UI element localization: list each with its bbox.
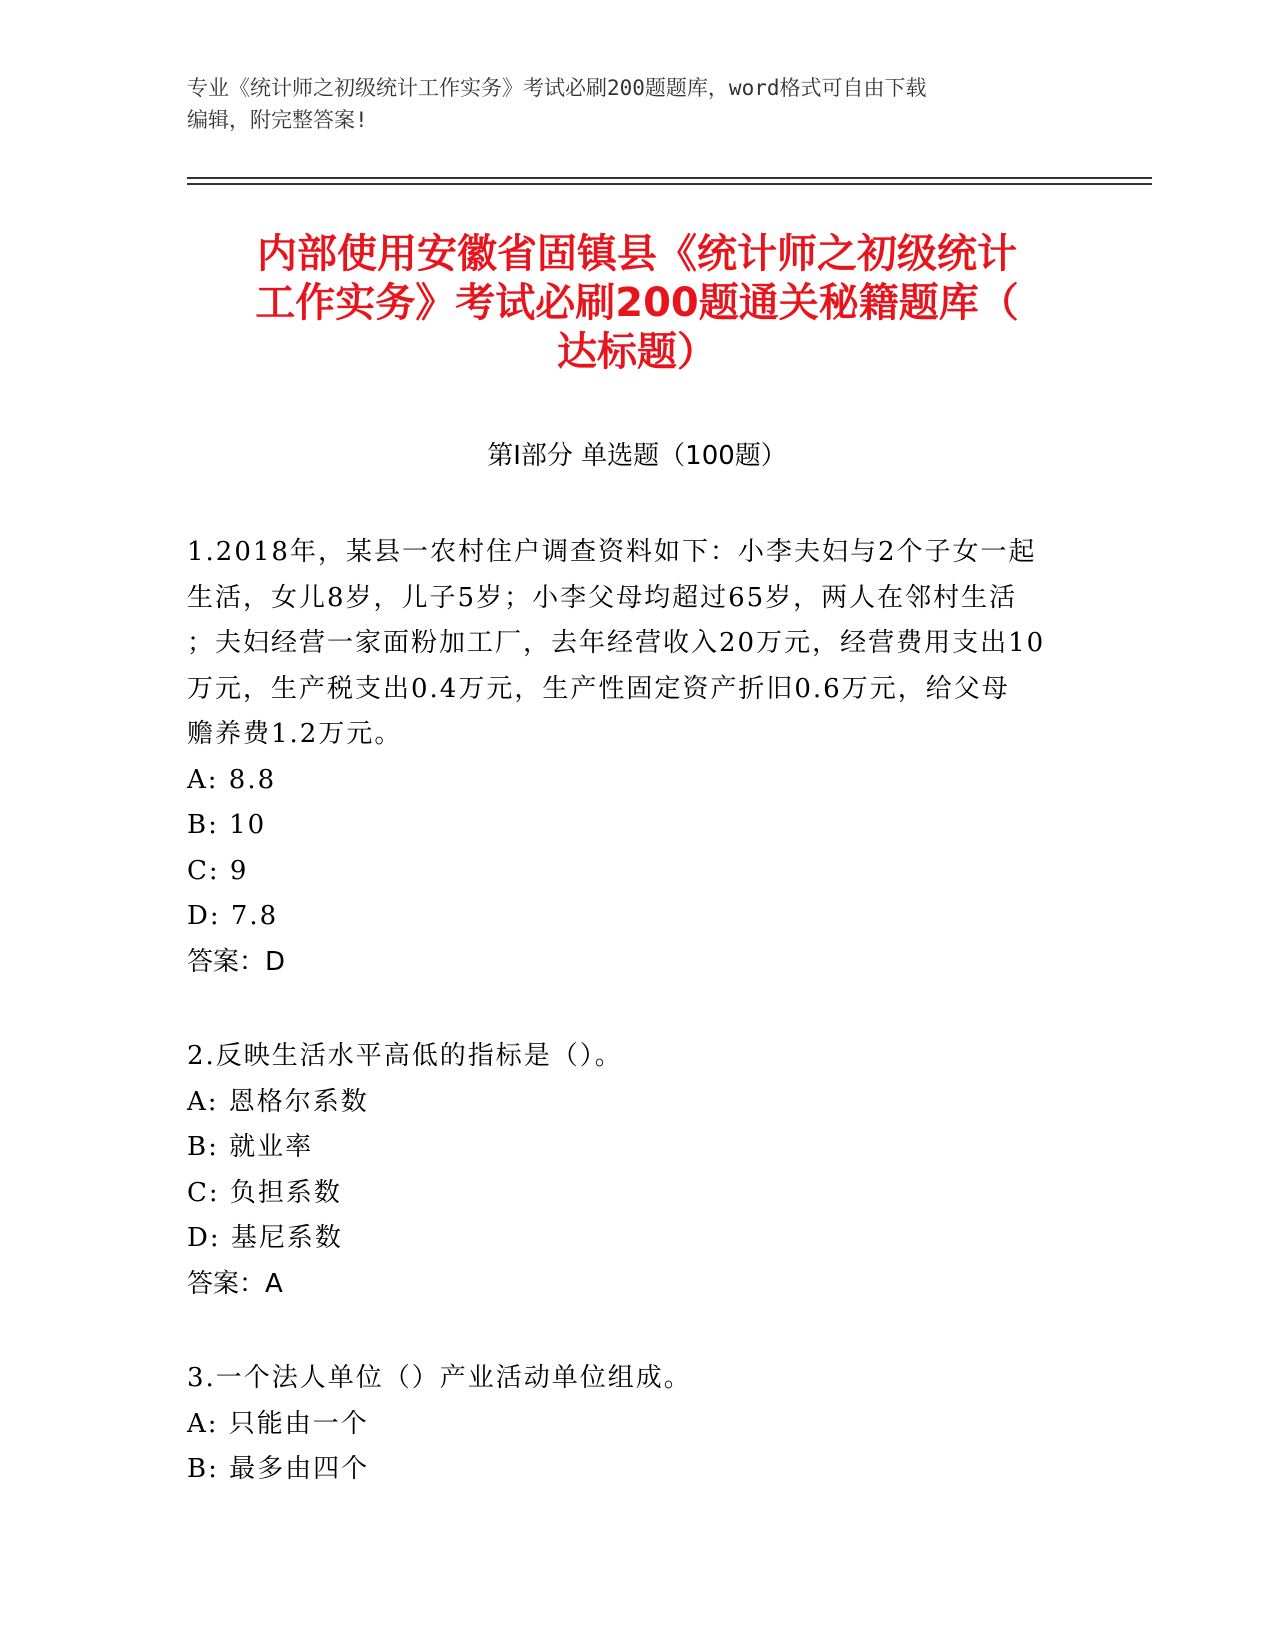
title-line-2: 工作实务》考试必刷200题通关秘籍题库（ xyxy=(255,280,1019,326)
option-b: B: 最多由四个 xyxy=(187,1454,370,1484)
header-note-line-1: 专业《统计师之初级统计工作实务》考试必刷200题题库，word格式可自由下载 xyxy=(187,76,927,100)
question-text-line: 3.一个法人单位（）产业活动单位组成。 xyxy=(187,1363,692,1393)
question-1 xyxy=(187,530,1087,985)
header-note xyxy=(187,72,1087,136)
title-line-1: 内部使用安徽省固镇县《统计师之初级统计 xyxy=(257,231,1017,277)
question-text-line: 赡养费1.2万元。 xyxy=(187,719,403,749)
option-a: A: 8.8 xyxy=(187,764,277,795)
title-line-3: 达标题） xyxy=(557,329,717,375)
option-a: A: 只能由一个 xyxy=(187,1408,369,1439)
option-d: D: 基尼系数 xyxy=(187,1223,343,1253)
question-list xyxy=(187,530,1087,1542)
header-divider-top xyxy=(187,177,1152,179)
question-3 xyxy=(187,1356,1087,1493)
option-b: B: 就业率 xyxy=(187,1132,314,1162)
question-text-line: 生活，女儿8岁，儿子5岁；小李父母均超过65岁，两人在邻村生活 xyxy=(187,582,1018,613)
option-c: C: 负担系数 xyxy=(187,1177,342,1208)
question-text-line: ；夫妇经营一家面粉加工厂，去年经营收入20万元，经营费用支出10 xyxy=(187,628,1046,658)
question-text-line: 万元，生产税支出0.4万元，生产性固定资产折旧0.6万元，给父母 xyxy=(187,673,1010,704)
option-b: B: 10 xyxy=(187,810,267,840)
answer-label: 答案：D xyxy=(187,946,286,977)
header-divider-bottom xyxy=(187,183,1152,185)
header-note-line-2: 编辑，附完整答案! xyxy=(187,108,368,132)
option-c: C: 9 xyxy=(187,855,249,886)
question-2 xyxy=(187,1034,1087,1307)
question-text-line: 2.反映生活水平高低的指标是（）。 xyxy=(187,1041,623,1071)
answer-label: 答案：A xyxy=(187,1268,283,1299)
question-text-line: 1.2018年，某县一农村住户调查资料如下：小李夫妇与2个子女一起 xyxy=(187,537,1037,567)
section-heading: 第Ⅰ部分 单选题（100题） xyxy=(487,441,787,471)
option-a: A: 恩格尔系数 xyxy=(187,1086,369,1117)
document-title xyxy=(187,230,1087,377)
option-d: D: 7.8 xyxy=(187,901,279,931)
